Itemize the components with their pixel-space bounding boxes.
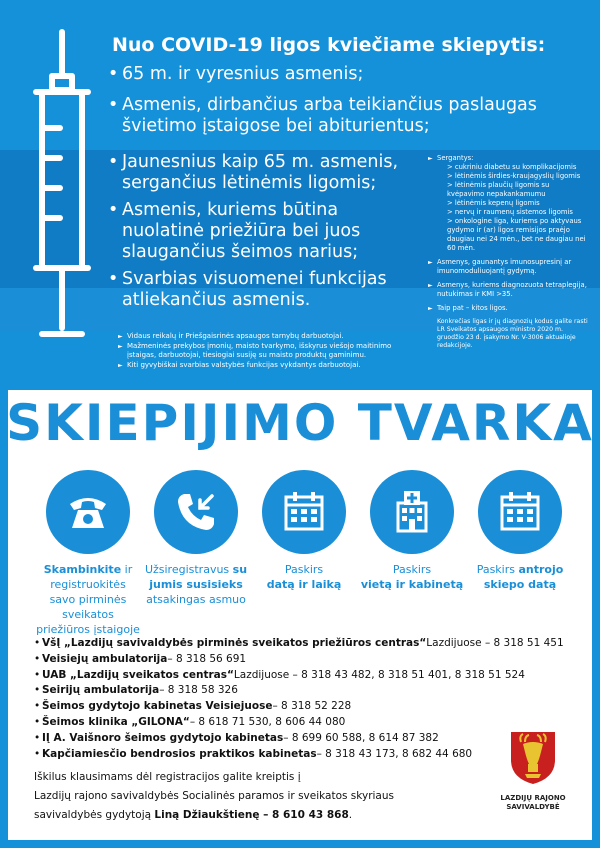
frame-right [592, 390, 600, 848]
eligibility-list-2 [108, 152, 420, 317]
crest-label: LAZDIJŲ RAJONO SAVIVALDYBĖ [500, 794, 566, 811]
etc-item: ► Taip pat – kitos ligos. [428, 304, 508, 312]
contact-item: • IĮ A. Vaišnoro šeimos gydytojo kabinetas – 8 699 60 588, 8 614 87 382 [34, 731, 439, 744]
incoming-call-icon [172, 488, 220, 536]
contact-item: • Kapčiamiesčio bendrosios praktikos kabinetas – 8 318 43 173, 8 682 44 680 [34, 747, 473, 760]
frame-bottom [0, 840, 600, 848]
contact-item: • VšĮ „Lazdijų savivaldybės pirminės sveikatos priežiūros centras“ Lazdijuose – 8 318 51 451 [34, 637, 564, 649]
step-caption: Užsiregistravus su jumis susisieks atsakingas asmuo [144, 563, 248, 606]
frame-left [0, 390, 8, 848]
steps-row [36, 470, 576, 636]
sick-group: ► Sergantys: > cukriniu diabetu su komplikacijomis > lėtinėmis širdies-kraujagyslių ligomis > lėtinėmis plaučių ligomis su kvėpavimo nepakankamumu > lėtinėmis kepenų ligomis > nervų ir raumenų sistemos ligomis > onkologine liga, kuriems po aktyvaus gydymo ir (ar) ligos remisijos praėjo daugiau nei 24 mėn., bet ne daugiau nei 60 mėn. [428, 154, 586, 252]
calendar-icon [497, 489, 543, 535]
hospital-icon [389, 489, 435, 535]
chronic-conditions-list [428, 154, 588, 350]
tetra-item: ► Asmenys, kuriems diagnozuota tetraplegija, nutukimas ir KMI >35. [428, 281, 587, 298]
step-caption: Paskirs vietą ir kabinetą [360, 563, 464, 591]
step-location [360, 470, 464, 592]
eligibility-list [108, 64, 443, 91]
coat-of-arms-icon [509, 730, 557, 786]
list-item: • Svarbias visuomenei funkcijas atliekančius asmenis. [108, 269, 387, 310]
headline: Nuo COVID-19 ligos kviečiame skiepytis: [112, 34, 546, 56]
step-second-dose [468, 470, 572, 592]
contact-item: • Veisiejų ambulatorija – 8 318 56 691 [34, 652, 247, 665]
step-caption: Paskirs antrojo skiepo datą [476, 563, 564, 591]
footnote: Konkrečias ligas ir jų diagnozių kodus galite rasti LR Sveikatos apsaugos ministro 2020 m. gruodžio 23 d. įsakymo Nr. V-3006 aktualioje redakcijoje. [437, 318, 588, 349]
list-item: • Jaunesnius kaip 65 m. asmenis, sergančius lėtinėmis ligomis; [108, 152, 399, 193]
page-title: SKIEPIJIMO TVARKA [6, 394, 594, 452]
step-date [252, 470, 356, 592]
note-item: ► Mažmeninės prekybos įmonių, maisto tvarkymo, išskyrus viešojo maitinimo įstaigas, darbuotojai, tiesiogiai susiję su maisto produktų gaminimu. [118, 341, 392, 359]
municipality-crest [498, 730, 568, 812]
note-item: ► Kiti gyvybiškai svarbias valstybės funkcijas vykdantys darbuotojai. [118, 360, 361, 369]
note-item: ► Vidaus reikalų ir Priešgaisrinės apsaugos tarnybų darbuotojai. [118, 332, 344, 340]
syringe-icon [22, 28, 102, 348]
footer-note: Iškilus klausimams dėl registracijos galite kreiptis į Lazdijų rajono savivaldybės Socialinės paramos ir sveikatos skyriaus savivaldybės gydytoją Liną Džiaukštienę – 8 610 43 868. [34, 771, 394, 821]
list-item: • Asmenis, dirbančius arba teikiančius paslaugas švietimo įstaigose bei abiturientus; [108, 95, 537, 136]
step-caption: Skambinkite ir registruokitės savo pirminės sveikatos priežiūros įstaigoje [36, 563, 140, 636]
calendar-icon [281, 489, 327, 535]
contact-item: • Seirijų ambulatorija – 8 318 58 326 [34, 684, 238, 697]
contact-item: • Šeimos klinika „GILONA“ – 8 618 71 530, 8 606 44 080 [34, 715, 346, 728]
step-caption: Paskirs datą ir laiką [266, 563, 342, 591]
eligibility-panel [0, 0, 600, 390]
list-item: • Asmenis, kuriems būtina nuolatinė priežiūra bei juos slaugančius šeimos narius; [108, 200, 361, 262]
list-item: • 65 m. ir vyresnius asmenis; [108, 64, 364, 84]
contact-item: • Šeimos gydytojo kabinetas Veisiejuose – 8 318 52 228 [34, 700, 352, 713]
phone-icon [64, 488, 112, 536]
step-register [36, 470, 140, 637]
contact-item: • UAB „Lazdijų sveikatos centras“ Lazdijuose – 8 318 43 482, 8 318 51 401, 8 318 51 524 [34, 668, 525, 681]
essential-workers-notes [118, 332, 418, 370]
step-callback [144, 470, 248, 607]
immuno-item: ► Asmenys, gaunantys imunosupresinį ar imunomoduliuojantį gydymą. [428, 258, 572, 275]
